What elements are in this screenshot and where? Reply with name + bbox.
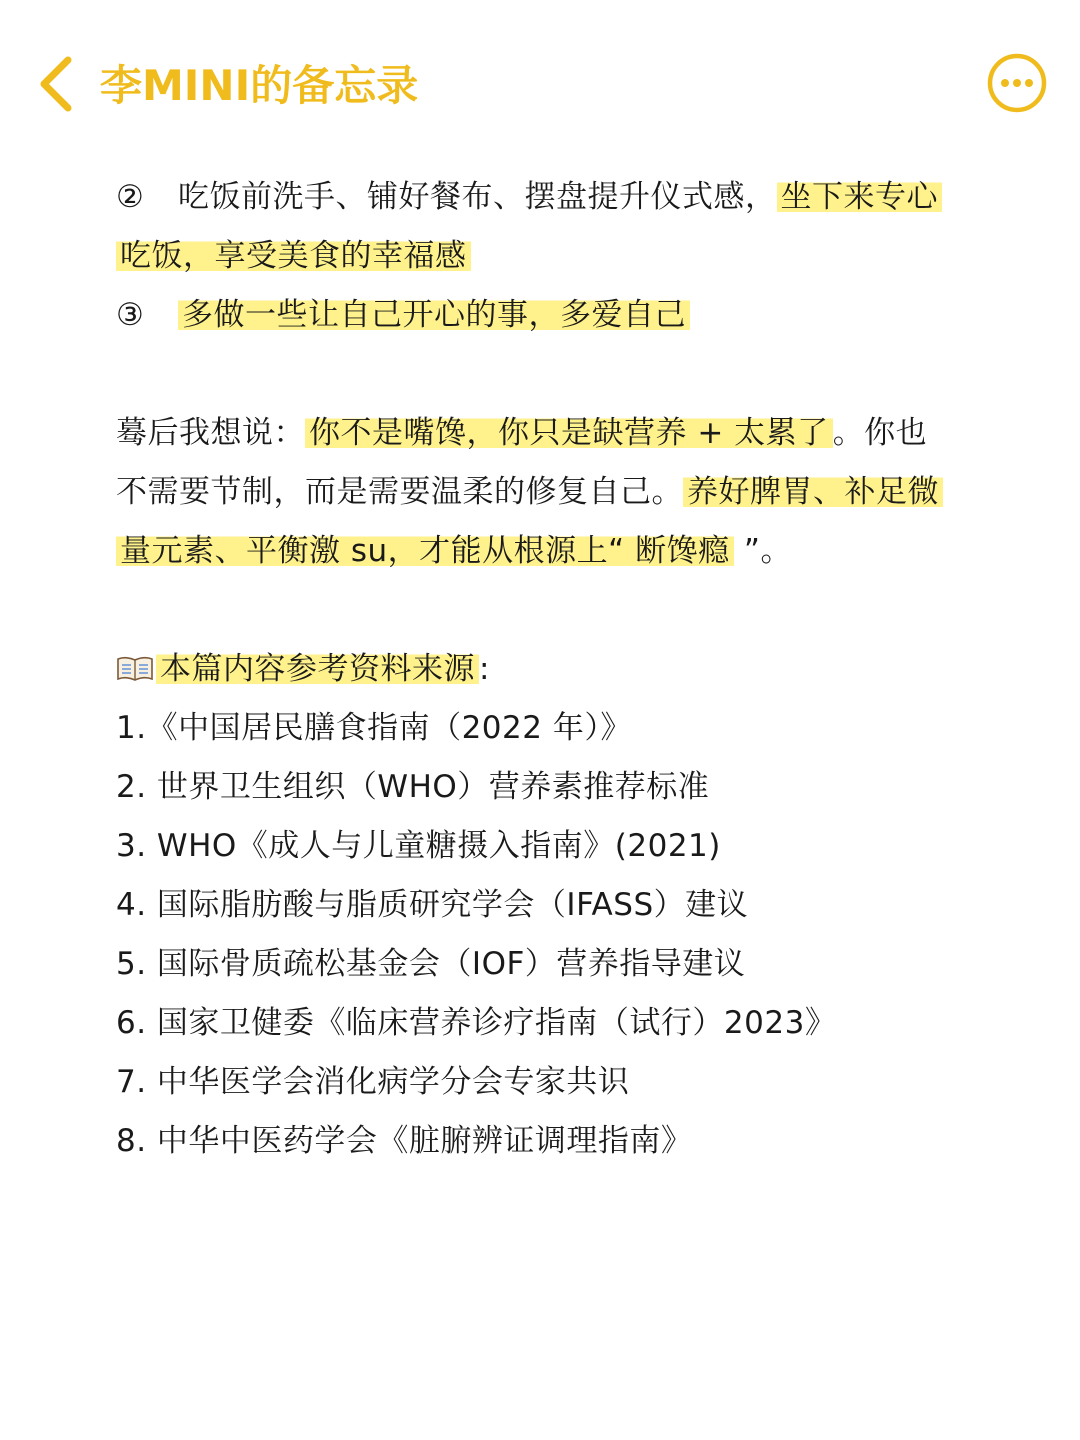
closing-line-3	[116, 522, 976, 581]
closing-highlight: 量元素、平衡激 su，才能从根源上“ 断馋瘾	[116, 533, 734, 569]
closing-text: 不需要节制，而是需要温柔的修复自己。	[116, 474, 683, 510]
references-title: 本篇内容参考资料来源	[156, 651, 479, 687]
tip-item-2	[116, 168, 976, 227]
tip-number: ②	[116, 179, 145, 215]
reference-item: 5. 国际骨质疏松基金会（IOF）营养指导建议	[116, 946, 746, 982]
closing-line-2	[116, 463, 976, 522]
spacer	[116, 581, 976, 640]
reference-item: 3. WHO《成人与儿童糖摄入指南》(2021)	[116, 828, 721, 864]
tip-highlight: 坐下来专心	[777, 179, 943, 215]
tip-highlight: 吃饭，享受美食的幸福感	[116, 238, 471, 274]
chevron-left-icon	[30, 52, 86, 116]
closing-highlight: 养好脾胃、补足微	[683, 474, 943, 510]
reference-item: 6. 国家卫健委《临床营养诊疗指南（试行）2023》	[116, 1005, 837, 1041]
reference-item: 2. 世界卫生组织（WHO）营养素推荐标准	[116, 769, 710, 805]
more-horizontal-icon	[986, 52, 1048, 114]
app-header	[0, 0, 1080, 170]
references-colon: :	[479, 651, 490, 687]
reference-item: 1.《中国居民膳食指南（2022 年）》	[116, 710, 632, 746]
tip-text: 吃饭前洗手、铺好餐布、摆盘提升仪式感，	[178, 179, 777, 215]
open-book-icon	[116, 656, 154, 682]
reference-item: 7. 中华医学会消化病学分会专家共识	[116, 1064, 630, 1100]
reference-item: 4. 国际脂肪酸与脂质研究学会（IFASS）建议	[116, 887, 749, 923]
closing-line-1	[116, 404, 976, 463]
closing-text: 。你也	[832, 415, 928, 451]
back-button[interactable]	[30, 52, 86, 116]
note-body	[116, 168, 976, 1171]
reference-item: 8. 中华中医药学会《脏腑辨证调理指南》	[116, 1123, 693, 1159]
references-heading	[116, 640, 976, 699]
page-title: 李MINI的备忘录	[100, 61, 419, 110]
closing-lead: 蓦后我想说：	[116, 415, 305, 451]
tip-item-2-cont	[116, 227, 976, 286]
spacer	[116, 345, 976, 404]
tip-item-3	[116, 286, 976, 345]
tip-number: ③	[116, 297, 145, 333]
closing-text: ”。	[733, 533, 792, 569]
closing-highlight: 你不是嘴馋，你只是缺营养 + 太累了	[305, 415, 833, 451]
more-options-button[interactable]	[986, 52, 1048, 114]
tip-highlight: 多做一些让自己开心的事，多爱自己	[178, 297, 690, 333]
